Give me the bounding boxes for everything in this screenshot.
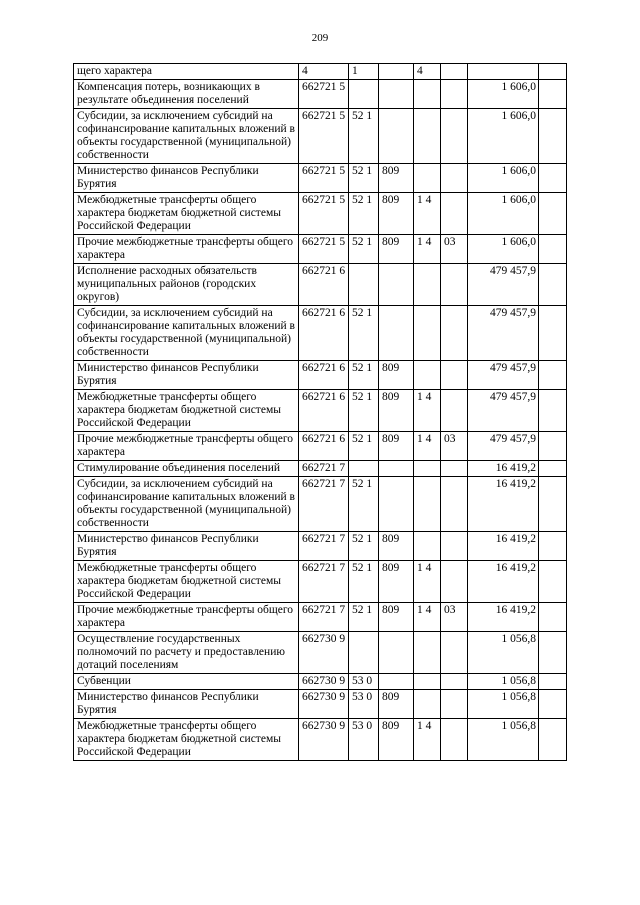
row-code-cell: 662721 5 <box>299 80 349 109</box>
row-name-cell: Прочие межбюджетные трансферты общего характера <box>74 235 299 264</box>
row-amount-cell: 1 056,8 <box>468 690 539 719</box>
table-row <box>74 361 567 390</box>
row-section-cell <box>414 674 441 690</box>
row-amount-cell <box>468 64 539 80</box>
row-ministry-cell: 809 <box>379 390 414 432</box>
row-amount-cell: 479 457,9 <box>468 390 539 432</box>
row-name-cell: Межбюджетные трансферты общего характера бюджетам бюджетной системы Российской Федерации <box>74 193 299 235</box>
row-subsection-cell <box>441 674 468 690</box>
row-ministry-cell: 809 <box>379 690 414 719</box>
row-amount-cell: 16 419,2 <box>468 603 539 632</box>
table-row <box>74 306 567 361</box>
row-code-cell: 662730 9 <box>299 690 349 719</box>
row-amount-cell: 16 419,2 <box>468 461 539 477</box>
row-amount-cell: 1 056,8 <box>468 674 539 690</box>
row-code-cell: 662721 6 <box>299 361 349 390</box>
row-amount-cell: 16 419,2 <box>468 477 539 532</box>
row-expense-type-cell: 52 1 <box>349 561 379 603</box>
row-amount-cell: 1 606,0 <box>468 109 539 164</box>
row-extra-cell <box>539 674 567 690</box>
row-section-cell <box>414 632 441 674</box>
row-expense-type-cell: 52 1 <box>349 164 379 193</box>
page-number: 209 <box>311 32 329 44</box>
row-expense-type-cell: 53 0 <box>349 690 379 719</box>
row-amount-cell: 1 606,0 <box>468 235 539 264</box>
row-subsection-cell <box>441 632 468 674</box>
row-ministry-cell: 809 <box>379 532 414 561</box>
row-section-cell: 1 4 <box>414 603 441 632</box>
row-extra-cell <box>539 264 567 306</box>
row-extra-cell <box>539 719 567 761</box>
table-row <box>74 164 567 193</box>
row-section-cell: 4 <box>414 64 441 80</box>
table-row <box>74 561 567 603</box>
table-row <box>74 532 567 561</box>
row-ministry-cell: 809 <box>379 719 414 761</box>
row-expense-type-cell: 52 1 <box>349 603 379 632</box>
row-ministry-cell: 809 <box>379 432 414 461</box>
row-ministry-cell: 809 <box>379 603 414 632</box>
row-subsection-cell <box>441 361 468 390</box>
row-ministry-cell <box>379 632 414 674</box>
row-subsection-cell <box>441 109 468 164</box>
row-section-cell <box>414 461 441 477</box>
row-section-cell: 1 4 <box>414 719 441 761</box>
row-name-cell: Министерство финансов Республики Бурятия <box>74 361 299 390</box>
row-subsection-cell <box>441 477 468 532</box>
row-name-cell: Межбюджетные трансферты общего характера бюджетам бюджетной системы Российской Федерации <box>74 561 299 603</box>
row-code-cell: 662730 9 <box>299 719 349 761</box>
row-subsection-cell <box>441 193 468 235</box>
row-code-cell: 662721 5 <box>299 164 349 193</box>
row-section-cell: 1 4 <box>414 235 441 264</box>
table-row <box>74 719 567 761</box>
row-extra-cell <box>539 461 567 477</box>
budget-table <box>73 63 567 761</box>
row-section-cell <box>414 264 441 306</box>
row-section-cell: 1 4 <box>414 561 441 603</box>
row-subsection-cell: 03 <box>441 235 468 264</box>
row-name-cell: Министерство финансов Республики Бурятия <box>74 690 299 719</box>
row-code-cell: 662721 7 <box>299 603 349 632</box>
row-section-cell <box>414 109 441 164</box>
table-row <box>74 109 567 164</box>
row-name-cell: Субсидии, за исключением субсидий на софинансирование капитальных вложений в объекты государственной (муниципальной) собственности <box>74 109 299 164</box>
row-section-cell <box>414 164 441 193</box>
row-expense-type-cell: 52 1 <box>349 477 379 532</box>
table-row <box>74 235 567 264</box>
row-name-cell: Исполнение расходных обязательств муниципальных районов (городских округов) <box>74 264 299 306</box>
row-ministry-cell <box>379 461 414 477</box>
row-expense-type-cell: 52 1 <box>349 235 379 264</box>
row-amount-cell: 479 457,9 <box>468 432 539 461</box>
row-ministry-cell: 809 <box>379 235 414 264</box>
row-subsection-cell <box>441 164 468 193</box>
row-ministry-cell: 809 <box>379 193 414 235</box>
row-extra-cell <box>539 561 567 603</box>
row-code-cell: 662721 6 <box>299 306 349 361</box>
row-subsection-cell <box>441 64 468 80</box>
row-subsection-cell <box>441 80 468 109</box>
row-subsection-cell: 03 <box>441 603 468 632</box>
row-name-cell: Министерство финансов Республики Бурятия <box>74 532 299 561</box>
row-extra-cell <box>539 235 567 264</box>
row-extra-cell <box>539 109 567 164</box>
row-extra-cell <box>539 603 567 632</box>
row-ministry-cell: 809 <box>379 164 414 193</box>
row-amount-cell: 16 419,2 <box>468 532 539 561</box>
row-section-cell <box>414 690 441 719</box>
row-subsection-cell <box>441 719 468 761</box>
row-name-cell: Стимулирование объединения поселений <box>74 461 299 477</box>
row-code-cell: 662721 6 <box>299 390 349 432</box>
row-ministry-cell: 809 <box>379 561 414 603</box>
row-section-cell <box>414 477 441 532</box>
row-name-cell: Прочие межбюджетные трансферты общего характера <box>74 432 299 461</box>
row-subsection-cell <box>441 461 468 477</box>
row-section-cell: 1 4 <box>414 432 441 461</box>
table-row <box>74 477 567 532</box>
row-extra-cell <box>539 532 567 561</box>
row-code-cell: 662721 6 <box>299 264 349 306</box>
row-extra-cell <box>539 306 567 361</box>
row-name-cell: щего характера <box>74 64 299 80</box>
row-amount-cell: 16 419,2 <box>468 561 539 603</box>
row-subsection-cell: 03 <box>441 432 468 461</box>
table-row <box>74 690 567 719</box>
row-extra-cell <box>539 64 567 80</box>
row-extra-cell <box>539 80 567 109</box>
row-extra-cell <box>539 690 567 719</box>
row-amount-cell: 1 606,0 <box>468 80 539 109</box>
table-row <box>74 632 567 674</box>
table-row <box>74 461 567 477</box>
row-ministry-cell <box>379 306 414 361</box>
table-row <box>74 432 567 461</box>
row-ministry-cell: 809 <box>379 361 414 390</box>
row-extra-cell <box>539 632 567 674</box>
row-amount-cell: 1 606,0 <box>468 193 539 235</box>
row-name-cell: Прочие межбюджетные трансферты общего характера <box>74 603 299 632</box>
table-row <box>74 390 567 432</box>
row-ministry-cell <box>379 674 414 690</box>
row-code-cell: 662721 5 <box>299 193 349 235</box>
row-name-cell: Межбюджетные трансферты общего характера бюджетам бюджетной системы Российской Федерации <box>74 390 299 432</box>
row-name-cell: Министерство финансов Республики Бурятия <box>74 164 299 193</box>
row-extra-cell <box>539 361 567 390</box>
row-amount-cell: 479 457,9 <box>468 306 539 361</box>
row-code-cell: 4 <box>299 64 349 80</box>
row-extra-cell <box>539 477 567 532</box>
row-subsection-cell <box>441 264 468 306</box>
row-expense-type-cell <box>349 80 379 109</box>
row-expense-type-cell <box>349 461 379 477</box>
row-ministry-cell <box>379 80 414 109</box>
row-subsection-cell <box>441 532 468 561</box>
row-name-cell: Субсидии, за исключением субсидий на софинансирование капитальных вложений в объекты государственной (муниципальной) собственности <box>74 477 299 532</box>
row-amount-cell: 1 056,8 <box>468 632 539 674</box>
row-amount-cell: 1 606,0 <box>468 164 539 193</box>
row-code-cell: 662721 7 <box>299 477 349 532</box>
row-ministry-cell <box>379 64 414 80</box>
row-expense-type-cell: 52 1 <box>349 193 379 235</box>
row-expense-type-cell: 53 0 <box>349 719 379 761</box>
table-row <box>74 64 567 80</box>
table-row <box>74 264 567 306</box>
row-expense-type-cell: 52 1 <box>349 306 379 361</box>
row-name-cell: Субвенции <box>74 674 299 690</box>
row-section-cell <box>414 306 441 361</box>
row-name-cell: Субсидии, за исключением субсидий на софинансирование капитальных вложений в объекты государственной (муниципальной) собственности <box>74 306 299 361</box>
row-subsection-cell <box>441 390 468 432</box>
row-code-cell: 662721 5 <box>299 235 349 264</box>
row-expense-type-cell: 52 1 <box>349 109 379 164</box>
row-extra-cell <box>539 164 567 193</box>
row-expense-type-cell: 52 1 <box>349 361 379 390</box>
row-expense-type-cell: 53 0 <box>349 674 379 690</box>
row-expense-type-cell: 52 1 <box>349 532 379 561</box>
table-row <box>74 603 567 632</box>
row-extra-cell <box>539 193 567 235</box>
row-section-cell <box>414 80 441 109</box>
row-extra-cell <box>539 432 567 461</box>
row-code-cell: 662721 5 <box>299 109 349 164</box>
table-row <box>74 674 567 690</box>
row-ministry-cell <box>379 109 414 164</box>
table-row <box>74 80 567 109</box>
row-extra-cell <box>539 390 567 432</box>
row-section-cell: 1 4 <box>414 193 441 235</box>
row-name-cell: Осуществление государственных полномочий по расчету и предоставлению дотаций поселениям <box>74 632 299 674</box>
row-subsection-cell <box>441 690 468 719</box>
row-code-cell: 662730 9 <box>299 674 349 690</box>
table-body <box>74 64 567 761</box>
row-expense-type-cell: 52 1 <box>349 390 379 432</box>
row-ministry-cell <box>379 264 414 306</box>
row-amount-cell: 479 457,9 <box>468 361 539 390</box>
row-amount-cell: 479 457,9 <box>468 264 539 306</box>
row-code-cell: 662721 7 <box>299 532 349 561</box>
row-expense-type-cell: 52 1 <box>349 432 379 461</box>
row-code-cell: 662730 9 <box>299 632 349 674</box>
row-amount-cell: 1 056,8 <box>468 719 539 761</box>
row-code-cell: 662721 6 <box>299 432 349 461</box>
row-name-cell: Компенсация потерь, возникающих в результате объединения поселений <box>74 80 299 109</box>
row-code-cell: 662721 7 <box>299 561 349 603</box>
row-subsection-cell <box>441 561 468 603</box>
row-expense-type-cell <box>349 264 379 306</box>
row-section-cell: 1 4 <box>414 390 441 432</box>
row-name-cell: Межбюджетные трансферты общего характера бюджетам бюджетной системы Российской Федерации <box>74 719 299 761</box>
row-section-cell <box>414 361 441 390</box>
row-expense-type-cell <box>349 632 379 674</box>
table-row <box>74 193 567 235</box>
row-ministry-cell <box>379 477 414 532</box>
row-expense-type-cell: 1 <box>349 64 379 80</box>
row-code-cell: 662721 7 <box>299 461 349 477</box>
row-subsection-cell <box>441 306 468 361</box>
row-section-cell <box>414 532 441 561</box>
